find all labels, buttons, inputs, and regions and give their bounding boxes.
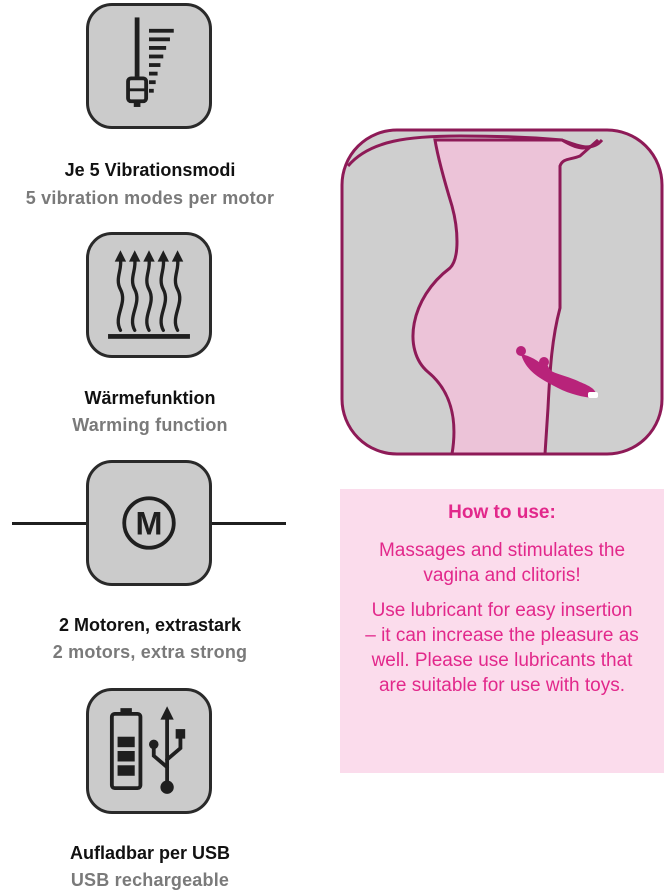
feature-title-en: Warming function: [72, 415, 228, 435]
motor-icon: [86, 460, 212, 586]
motor-letter: M: [135, 505, 163, 542]
usage-illustration: [340, 128, 664, 456]
vibration-modes-icon: [86, 3, 212, 129]
how-to-use-paragraph: Massages and stimulates the vagina and clitoris!: [378, 540, 626, 586]
motor-line-left: [12, 522, 86, 525]
usb-battery-icon: [86, 688, 212, 814]
feature-title-de: Je 5 Vibrationsmodi: [64, 160, 236, 180]
how-to-use-panel: [340, 489, 664, 773]
feature-title-de: Aufladbar per USB: [69, 843, 231, 863]
feature-title-en: USB rechargeable: [70, 870, 230, 890]
feature-title-en: 5 vibration modes per motor: [25, 188, 275, 208]
feature-title-de: Wärmefunktion: [84, 388, 216, 408]
warming-icon: [86, 232, 212, 358]
how-to-use-heading: How to use:: [448, 502, 556, 523]
how-to-use-paragraph: Use lubricant for easy insertion – it can increase the pleasure as well. Please use lubricants that are suitable for use with toys.: [365, 600, 639, 696]
motor-line-right: [212, 522, 286, 525]
feature-title-de: 2 Motoren, extrastark: [58, 615, 242, 635]
feature-title-en: 2 motors, extra strong: [52, 642, 248, 662]
